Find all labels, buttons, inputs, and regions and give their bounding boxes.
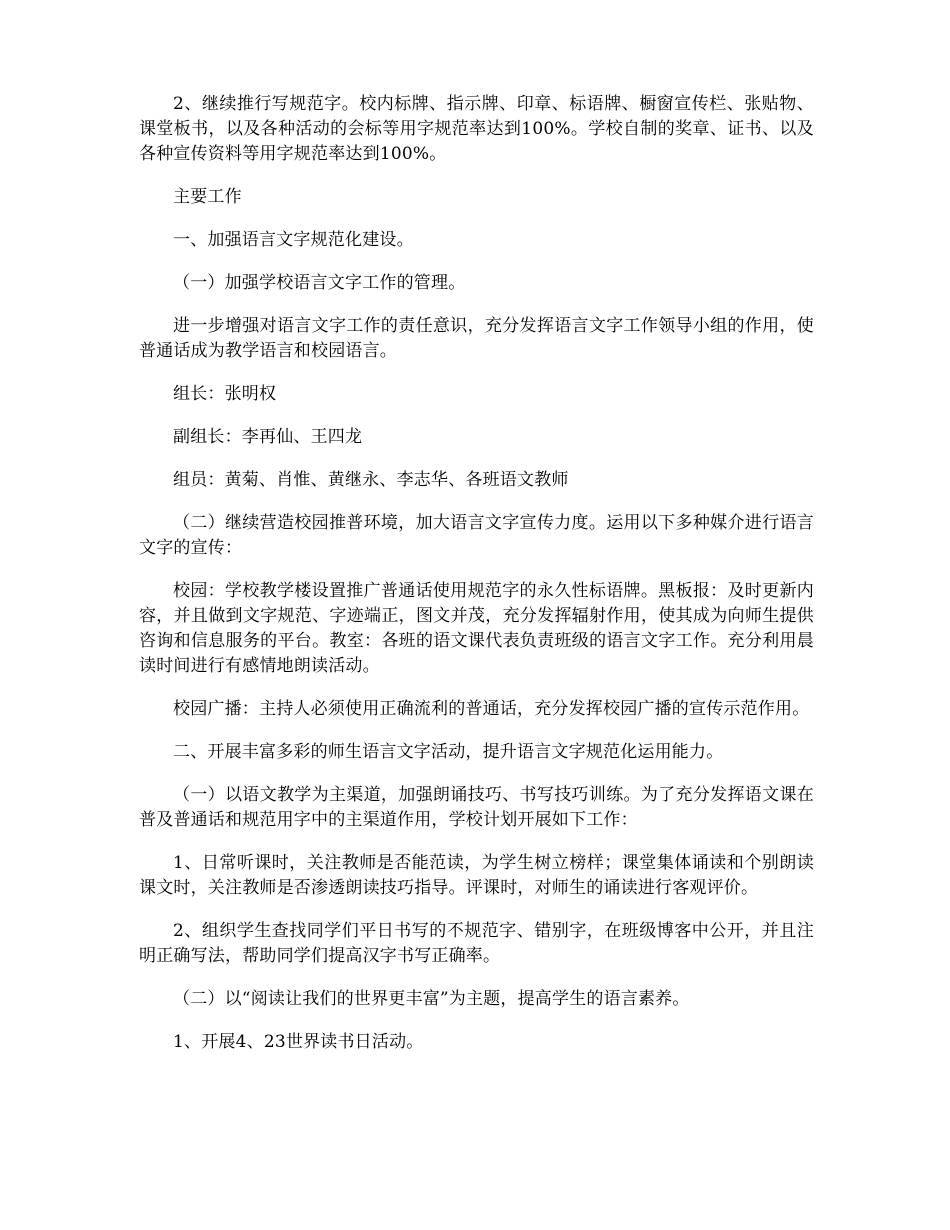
paragraph-subsection-chinese-teaching: （一）以语文教学为主渠道，加强朗诵技巧、书写技巧训练。为了充分发挥语文课在普及普通话和规范用字中的主渠道作用，学校计划开展如下工作： <box>139 785 814 830</box>
paragraph-responsibility: 进一步增强对语言文字工作的责任意识，充分发挥语言文字工作领导小组的作用，使普通话成为教学语言和校园语言。 <box>139 316 814 361</box>
paragraph-campus-broadcast: 校园广播：主持人必须使用正确流利的普通话，充分发挥校园广播的宣传示范作用。 <box>173 699 810 719</box>
paragraph-deputy-leader: 副组长：李再仙、王四龙 <box>173 427 363 447</box>
paragraph-lesson-observation: 1、日常听课时，关注教师是否能范读，为学生树立榜样；课堂集体诵读和个别朗读课文时，关注教师是否渗透朗读技巧指导。评课时，对师生的诵读进行客观评价。 <box>139 853 814 898</box>
paragraph-standard-writing: 2、继续推行写规范字。校内标牌、指示牌、印章、标语牌、橱窗宣传栏、张贴物、课堂板书，以及各种活动的会标等用字规范率达到100%。学校自制的奖章、证书、以及各种宣传资料等用字规范率达到100%。 <box>139 94 814 164</box>
paragraph-subsection-management: （一）加强学校语言文字工作的管理。 <box>173 273 466 293</box>
paragraph-error-correction: 2、组织学生查找同学们平日书写的不规范字、错别字，在班级博客中公开，并且注明正确写法，帮助同学们提高汉字书写正确率。 <box>139 921 814 966</box>
paragraph-group-members: 组员：黄菊、肖惟、黄继永、李志华、各班语文教师 <box>173 470 569 490</box>
document-page <box>139 92 814 1073</box>
paragraph-world-book-day: 1、开展4、23世界读书日活动。 <box>173 1032 424 1052</box>
paragraph-section-two-heading: 二、开展丰富多彩的师生语言文字活动，提升语言文字规范化运用能力。 <box>173 742 724 762</box>
paragraph-subsection-reading: （二）以“阅读让我们的世界更丰富”为主题，提高学生的语言素养。 <box>173 989 690 1009</box>
paragraph-campus-media: 校园：学校教学楼设置推广普通话使用规范字的永久性标语牌。黑板报：及时更新内容，并且做到文字规范、字迹端正，图文并茂，充分发挥辐射作用，使其成为向师生提供咨询和信息服务的平台。教室：各班的语文课代表负责班级的语言文字工作。充分利用晨读时间进行有感情地朗读活动。 <box>139 581 814 676</box>
paragraph-section-one-heading: 一、加强语言文字规范化建设。 <box>173 230 414 250</box>
paragraph-group-leader: 组长：张明权 <box>173 384 277 404</box>
paragraph-subsection-promotion: （二）继续营造校园推普环境，加大语言文字宣传力度。运用以下多种媒介进行语言文字的宣传： <box>139 513 814 558</box>
paragraph-main-work-heading: 主要工作 <box>173 187 242 207</box>
